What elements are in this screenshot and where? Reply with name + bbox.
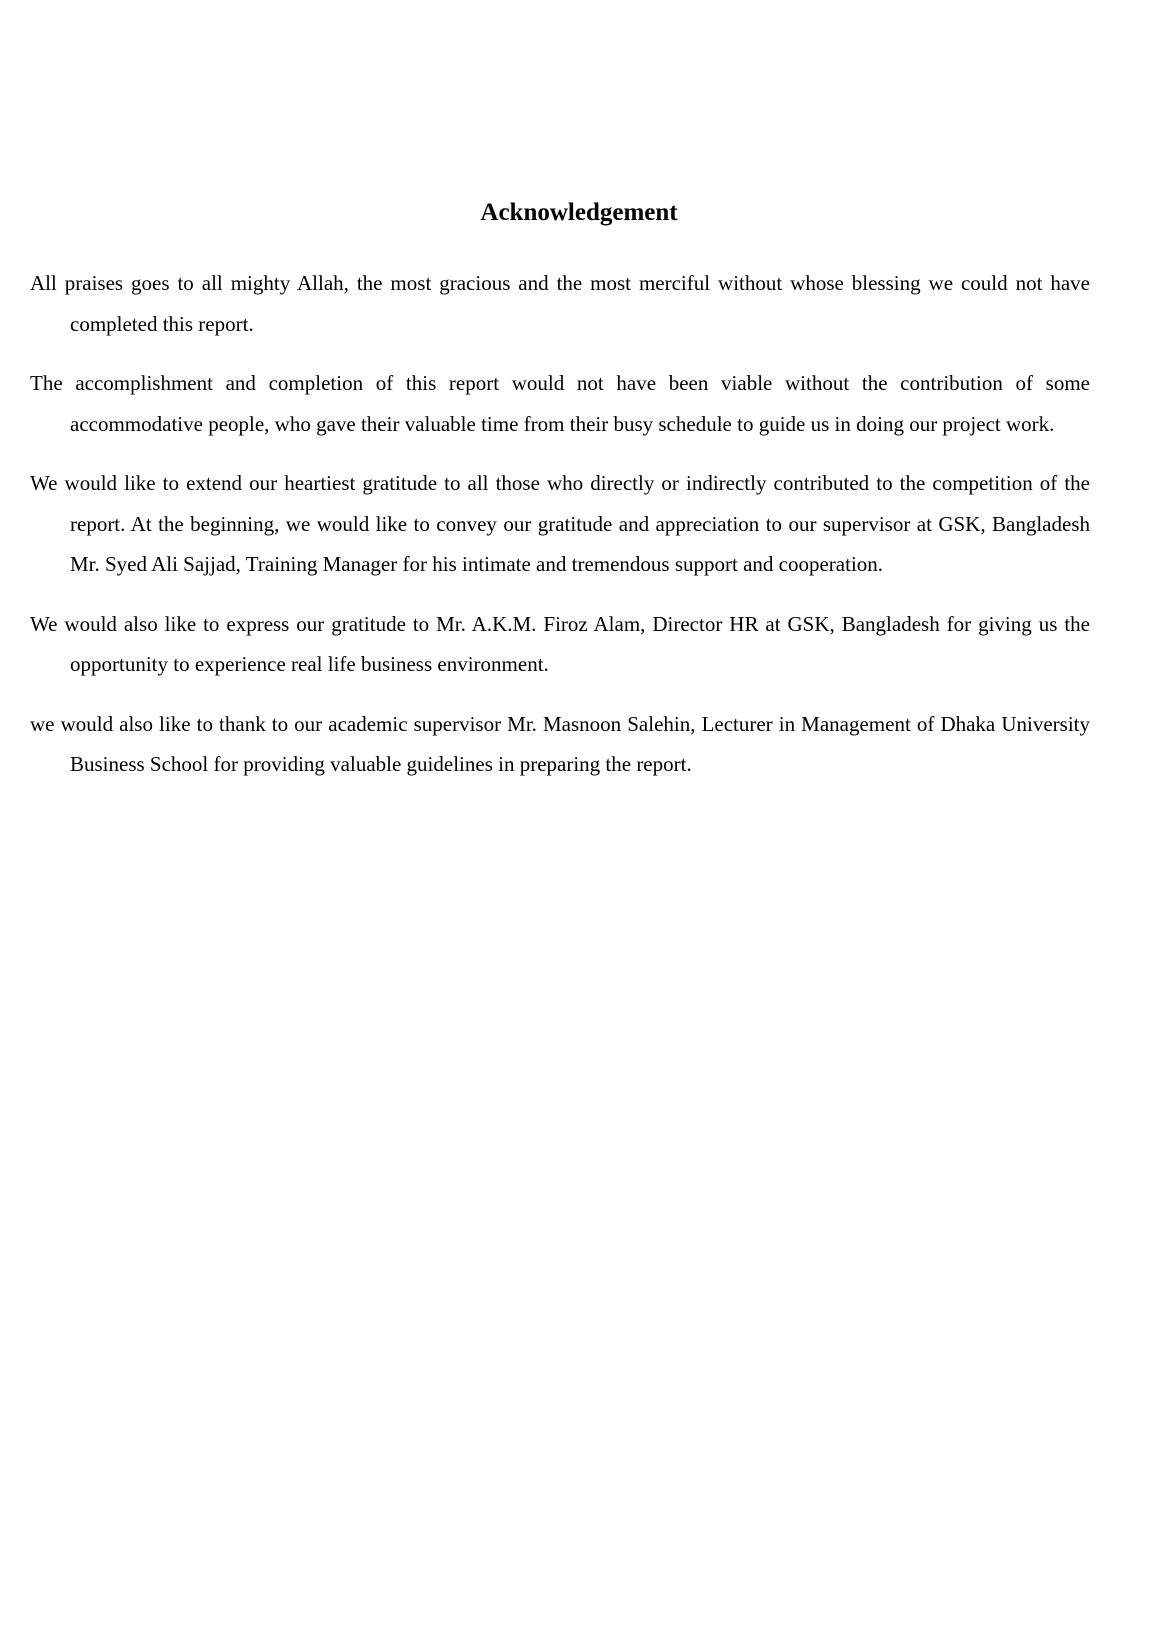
paragraph-5: we would also like to thank to our academic supervisor Mr. Masnoon Salehin, Lecturer in Management of Dhaka University Business School for providing valuable guidelines in preparing the report. <box>30 711 1090 776</box>
page-title: Acknowledgement <box>480 199 678 226</box>
paragraph-3: We would like to extend our heartiest gratitude to all those who directly or indirectly contributed to the competition of the report. At the beginning, we would like to convey our gratitude and appreciation to our supervisor at GSK, Bangladesh Mr. Syed Ali Sajjad, Training Manager for his intimate and tremendous support and cooperation. <box>30 471 1090 576</box>
paragraph-4: We would also like to express our gratitude to Mr. A.K.M. Firoz Alam, Director HR at GSK, Bangladesh for giving us the opportunity to experience real life business environment. <box>30 611 1090 676</box>
paragraph-1: All praises goes to all mighty Allah, the most gracious and the most merciful without whose blessing we could not have completed this report. <box>30 271 1090 336</box>
document-body <box>30 263 1090 804</box>
paragraph-2: The accomplishment and completion of this report would not have been viable without the contribution of some accommodative people, who gave their valuable time from their busy schedule to guide us in doing our project work. <box>30 371 1090 436</box>
